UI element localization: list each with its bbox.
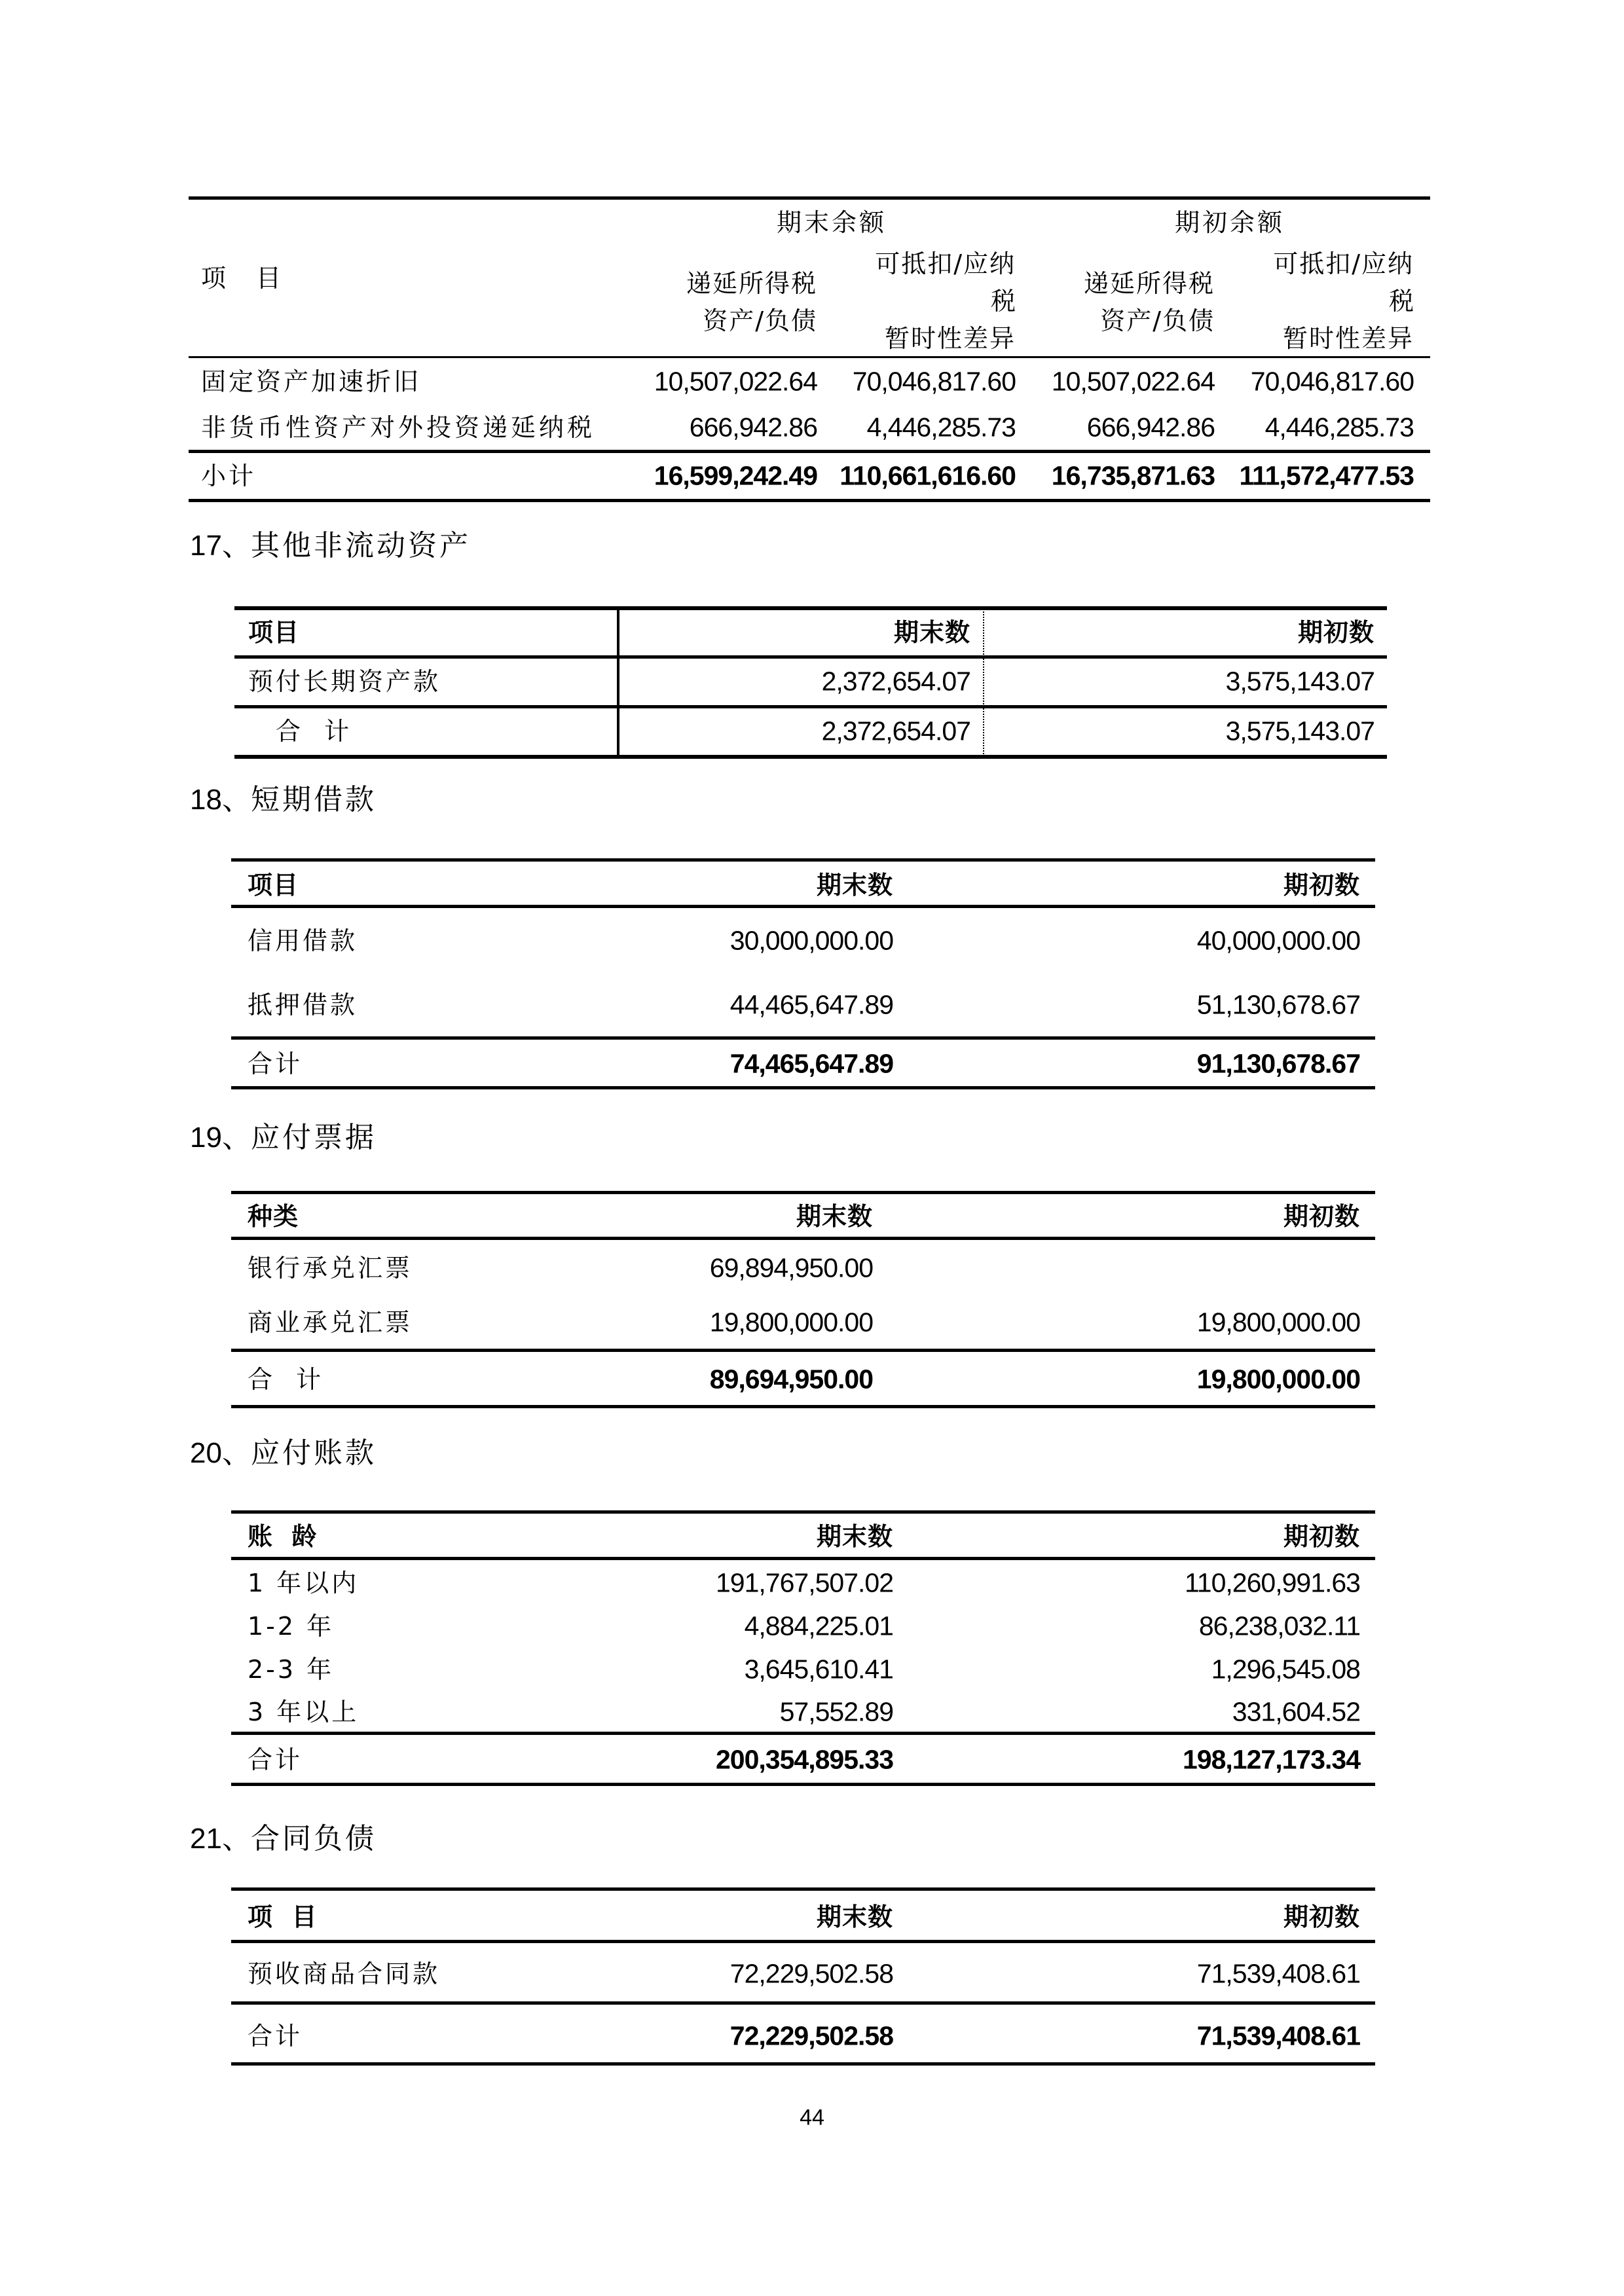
subtotal-end-asset: 16,599,242.49 bbox=[654, 460, 817, 491]
column-header-begin-diff-line3: 暂时性差异 bbox=[1282, 324, 1414, 353]
table-total-rule bbox=[231, 1732, 1375, 1735]
total-end: 200,354,895.33 bbox=[716, 1744, 893, 1775]
table-total-rule bbox=[231, 2001, 1375, 2005]
column-header-aging: 账 龄 bbox=[248, 1522, 318, 1551]
row-label: 非货币性资产对外投资递延纳税 bbox=[201, 413, 596, 442]
cell-end: 2,372,654.07 bbox=[821, 666, 970, 697]
table-row-rule bbox=[234, 705, 1387, 708]
section-title: 应付票据 bbox=[250, 1121, 377, 1154]
section-title: 短期借款 bbox=[250, 783, 377, 816]
column-header-end-diff-line3: 暂时性差异 bbox=[884, 324, 1016, 353]
cell-begin: 40,000,000.00 bbox=[1196, 925, 1360, 956]
total-begin: 71,539,408.61 bbox=[1196, 2020, 1360, 2051]
row-label: 信用借款 bbox=[248, 926, 358, 955]
cell-begin: 86,238,032.11 bbox=[1198, 1611, 1360, 1641]
total-begin: 91,130,678.67 bbox=[1196, 1048, 1360, 1079]
table-top-rule bbox=[231, 1510, 1375, 1514]
cell-end-asset: 10,507,022.64 bbox=[654, 366, 817, 397]
table-top-rule bbox=[189, 196, 1430, 200]
cell-begin: 19,800,000.00 bbox=[1196, 1307, 1360, 1338]
table-top-rule bbox=[231, 1191, 1375, 1194]
table-total-rule bbox=[231, 1349, 1375, 1352]
column-divider-dotted bbox=[983, 608, 984, 757]
cell-begin: 3,575,143.07 bbox=[1225, 666, 1375, 697]
row-label: 预付长期资产款 bbox=[248, 667, 441, 696]
cell-end: 30,000,000.00 bbox=[729, 925, 893, 956]
cell-begin: 1,296,545.08 bbox=[1211, 1654, 1360, 1685]
row-label: 预收商品合同款 bbox=[248, 1959, 441, 1988]
column-header-begin: 期初数 bbox=[1283, 871, 1360, 900]
row-label: 商业承兑汇票 bbox=[248, 1308, 413, 1337]
row-label: 银行承兑汇票 bbox=[248, 1254, 413, 1283]
column-header-end-asset-line2: 资产/负债 bbox=[703, 306, 817, 335]
section-title: 应付账款 bbox=[250, 1436, 377, 1470]
row-label: 1-2 年 bbox=[248, 1612, 335, 1641]
section-title: 其他非流动资产 bbox=[250, 529, 471, 562]
table-subtotal-rule bbox=[189, 450, 1430, 453]
total-end: 2,372,654.07 bbox=[821, 716, 970, 746]
section-title: 合同负债 bbox=[250, 1822, 377, 1855]
section-heading-18 bbox=[190, 783, 377, 816]
column-header-begin-asset-line2: 资产/负债 bbox=[1100, 306, 1215, 335]
table-bottom-rule bbox=[234, 755, 1387, 759]
table-bottom-rule bbox=[189, 499, 1430, 502]
column-header-end: 期末数 bbox=[816, 871, 893, 900]
section-heading-17 bbox=[190, 529, 471, 562]
section-number: 21、 bbox=[190, 1823, 251, 1855]
section-heading-19 bbox=[190, 1123, 377, 1152]
subtotal-begin-diff: 111,572,477.53 bbox=[1239, 460, 1414, 491]
total-end: 74,465,647.89 bbox=[729, 1048, 893, 1079]
table-header-rule bbox=[231, 1557, 1375, 1560]
page-number: 44 bbox=[800, 2105, 824, 2130]
row-label: 2-3 年 bbox=[248, 1655, 335, 1684]
column-header-begin-diff-line1: 可抵扣/应纳 bbox=[1273, 249, 1414, 278]
column-header-end: 期末数 bbox=[893, 618, 970, 647]
table-bottom-rule bbox=[231, 1086, 1375, 1089]
table-top-rule bbox=[231, 1887, 1375, 1891]
cell-end: 57,552.89 bbox=[779, 1696, 893, 1727]
total-label: 合 计 bbox=[248, 1365, 324, 1394]
group-header-period-end: 期末余额 bbox=[776, 208, 887, 237]
column-header-type: 种类 bbox=[248, 1202, 299, 1231]
row-label: 抵押借款 bbox=[248, 991, 358, 1019]
total-end: 89,694,950.00 bbox=[709, 1364, 873, 1394]
column-header-end: 期末数 bbox=[816, 1522, 893, 1551]
total-begin: 198,127,173.34 bbox=[1183, 1744, 1360, 1775]
column-header-end-diff-line1: 可抵扣/应纳 bbox=[875, 249, 1016, 278]
table-bottom-rule bbox=[231, 1405, 1375, 1408]
cell-begin: 71,539,408.61 bbox=[1196, 1958, 1360, 1989]
column-header-item: 项目 bbox=[248, 618, 300, 647]
subtotal-end-diff: 110,661,616.60 bbox=[840, 460, 1016, 491]
cell-begin: 51,130,678.67 bbox=[1196, 989, 1360, 1020]
total-end: 72,229,502.58 bbox=[729, 2020, 893, 2051]
total-label: 合计 bbox=[248, 2022, 303, 2050]
column-header-end: 期末数 bbox=[816, 1903, 893, 1931]
column-header-end-diff-line2: 税 bbox=[990, 287, 1016, 316]
section-number: 20、 bbox=[190, 1437, 251, 1469]
section-number: 17、 bbox=[190, 530, 251, 562]
column-header-begin: 期初数 bbox=[1283, 1202, 1360, 1231]
table-header-rule bbox=[231, 905, 1375, 908]
table-top-rule bbox=[234, 606, 1387, 610]
column-header-begin-asset-line1: 递延所得税 bbox=[1083, 269, 1215, 298]
table-header-rule bbox=[231, 1237, 1375, 1240]
column-header-begin-diff-line2: 税 bbox=[1388, 287, 1414, 316]
cell-end: 69,894,950.00 bbox=[709, 1252, 873, 1283]
row-label: 3 年以上 bbox=[248, 1698, 360, 1726]
total-begin: 3,575,143.07 bbox=[1225, 716, 1375, 746]
cell-end: 191,767,507.02 bbox=[716, 1567, 893, 1598]
table-bottom-rule bbox=[231, 1783, 1375, 1786]
cell-begin: 110,260,991.63 bbox=[1185, 1567, 1360, 1598]
column-header-item: 项 目 bbox=[248, 1903, 318, 1931]
cell-end: 19,800,000.00 bbox=[709, 1307, 873, 1338]
column-header-end: 期末数 bbox=[796, 1202, 873, 1231]
table-total-rule bbox=[231, 1036, 1375, 1040]
total-label: 合计 bbox=[248, 1049, 303, 1078]
section-heading-20 bbox=[190, 1436, 377, 1470]
table-header-rule bbox=[234, 655, 1387, 659]
total-begin: 19,800,000.00 bbox=[1196, 1364, 1360, 1394]
table-header-rule bbox=[231, 1940, 1375, 1943]
column-header-end-asset-line1: 递延所得税 bbox=[686, 269, 817, 298]
table-header-rule bbox=[189, 356, 1430, 358]
total-label: 合计 bbox=[248, 1745, 303, 1774]
cell-end: 4,884,225.01 bbox=[744, 1611, 893, 1641]
row-label: 1 年以内 bbox=[248, 1569, 360, 1597]
column-header-begin: 期初数 bbox=[1283, 1522, 1360, 1551]
table-bottom-rule bbox=[231, 2062, 1375, 2066]
table-top-rule bbox=[231, 858, 1375, 862]
total-label: 合 计 bbox=[276, 717, 352, 746]
group-header-period-begin: 期初余额 bbox=[1174, 208, 1285, 237]
column-header-item: 项目 bbox=[248, 871, 299, 900]
section-heading-21 bbox=[190, 1822, 377, 1855]
cell-begin-diff: 70,046,817.60 bbox=[1250, 366, 1414, 397]
section-number: 19、 bbox=[190, 1121, 251, 1154]
column-header-begin: 期初数 bbox=[1297, 618, 1375, 647]
column-divider bbox=[617, 608, 619, 757]
cell-begin-diff: 4,446,285.73 bbox=[1264, 412, 1414, 443]
cell-end: 44,465,647.89 bbox=[729, 989, 893, 1020]
section-number: 18、 bbox=[190, 784, 251, 816]
cell-begin-asset: 666,942.86 bbox=[1086, 412, 1215, 443]
cell-begin: 331,604.52 bbox=[1232, 1696, 1360, 1727]
subtotal-begin-asset: 16,735,871.63 bbox=[1051, 460, 1215, 491]
column-header-item: 项 目 bbox=[201, 264, 284, 293]
column-header-begin: 期初数 bbox=[1283, 1903, 1360, 1931]
row-label: 固定资产加速折旧 bbox=[201, 367, 422, 396]
cell-end-diff: 4,446,285.73 bbox=[866, 412, 1016, 443]
cell-end-asset: 666,942.86 bbox=[689, 412, 817, 443]
cell-begin-asset: 10,507,022.64 bbox=[1051, 366, 1215, 397]
cell-end: 3,645,610.41 bbox=[744, 1654, 893, 1685]
cell-end: 72,229,502.58 bbox=[729, 1958, 893, 1989]
cell-end-diff: 70,046,817.60 bbox=[852, 366, 1016, 397]
subtotal-label: 小计 bbox=[201, 462, 257, 490]
